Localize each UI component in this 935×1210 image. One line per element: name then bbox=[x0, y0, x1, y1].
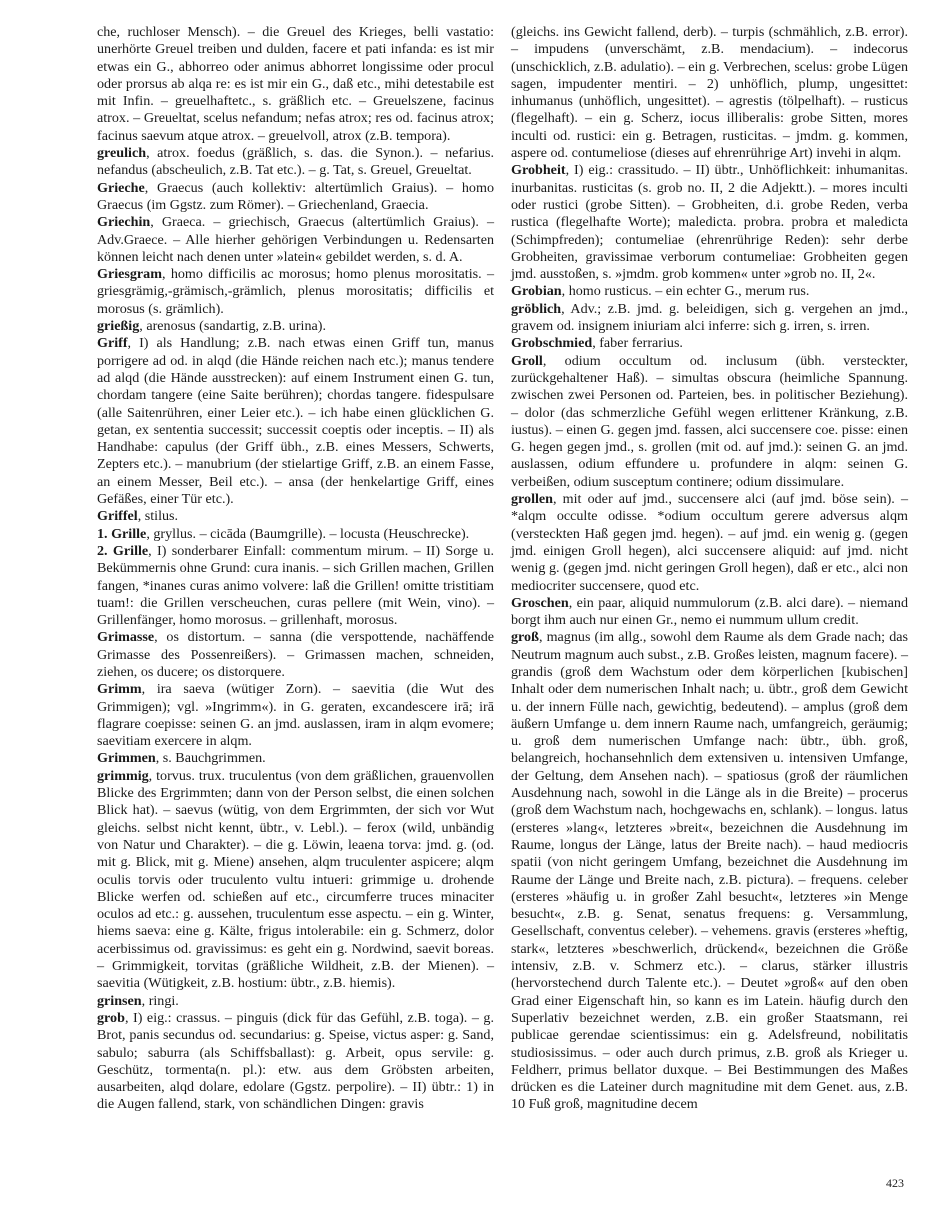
headword: Groschen bbox=[511, 594, 569, 611]
headword: 2. Grille bbox=[97, 542, 149, 559]
entry-grinsen: grinsen, ringi. bbox=[97, 992, 179, 1009]
entry-griffel: Griffel, stilus. bbox=[97, 508, 179, 525]
entry-gross: groß, magnus (im allg., sowohl dem Raume als dem Grade nach; das Neutrum magnum auch subst., z.B. Großes leisten, magnum facere). – grandis (groß dem Wachstum oder dem körperlichen [kubischen] Inhalt oder dem numerischen Inhalt nach; u. übtr., groß dem Gewicht u. der innern Fülle nach, gewichtig, bedeutend). – amplus (groß dem äußern Umfange u. dem innern Raume nach, umfangreich, geräumig; u. groß dem numerischen Umfange nach: übtr., übh. groß, belangreich, hochansehnlich dem extensiven u. intensiven Umfange, der Geltung, dem Ansehen nach). – spatiosus (groß der räumlichen Ausdehnung nach, sowohl in die Länge als in die Breite) – procerus (groß dem Wachstum nach, hochgewachs en, schlank). – longus. latus (ersteres »lang«, letzteres »breit«, bezeichnen die Ausdehnung im Raume, longus der Länge, latus der Breite nach). – haud mediocris spatii (von nicht geringem Umfang, bezeichnet die Ausdehnung im Raume der Länge und Breite nach, z.B. pictura). – frequens. celeber (ersteres »häufig u. in großer Zahl besucht«, letzteres »in Menge besucht«, z.B. g. Senat, senatus frequens: g. Versammlung, Gesellschaft, conventus celeber). – vehemens. gravis (ersteres »heftig, stark«, letzteres »beschwerlich, drückend«, bezeichnen die Größe intensiv, z.B. v. Schmerz etc.). – clarus, stärker illustris (hervorstechend durch Talente etc.). – Deutet »groß« auf den oben Grad einer Eigenschaft hin, so kann es im Latein. häufig durch den Superlativ bezeichnet werden, z.B. ein großer Staatsmann, rei publicae gerendae scientissimus: ein g. Adelsfreund, nobilitatis studiosissimus. – oder auch durch primus, z.B. groß als Krieger u. Feldherr, primus bellator duxque. – Bei Bestimmungen des Maßes drücken es die Lateiner durch magnitudine mit dem Genet. aus, z.B. 10 Fuß groß, magnitudine decem bbox=[511, 629, 908, 1113]
entry-grob-cont: (gleichs. ins Gewicht fallend, derb). – turpis (schmählich, z.B. error). – impudens (unverschämt, z.B. mendacium). – indecorus (unschicklich, z.B. adulatio). – ein g. Verbrechen, scelus: grobe Lügen sagen, impudenter mentiri. – 2) unhöflich, plump, ungesittet: inhumanus (unhöflich, ungesittet). – agrestis (tölpelhaft). – rusticus (flegelhaft). – ein g. Scherz, iocus illiberalis: grobe Sitten, mores inculti od. rustici: ein g. Betragen, rusticitas. – jmdm. g. kommen, aspere od. contumeliose (dieses auf ehrenrührige Art) invehi in alqm. bbox=[511, 24, 908, 162]
headword: Groll bbox=[511, 352, 543, 369]
headword: grießig bbox=[97, 318, 140, 335]
headword: Grimm bbox=[97, 681, 142, 698]
entry-grimmen: Grimmen, s. Bauchgrimmen. bbox=[97, 750, 266, 767]
headword: Grobian bbox=[511, 283, 562, 300]
entry-greuel-cont: che, ruchloser Mensch). – die Greuel des Krieges, belli vastatio: unerhörte Greuel treiben und dulden, facere et pati infanda: es ist mir etwas ein G., abhorreo oder animus abhorret longissime oder procul oder prorsus ab alqa re: es ist mir ein G., daß etc., mihi detestabile est mit Infin. – greuelhaftetc., s. gräßlich etc. – Greuelszene, facinus atrox. – Greueltat, scelus nefandum; nefas atrox; res od. facinus atrox; facinus saevum atque atrox. – greuelvoll, atrox (z.B. tempora). bbox=[97, 24, 494, 144]
entry-groeblich: gröblich, Adv.; z.B. jmd. g. beleidigen, sich g. vergehen an jmd., gravem od. insignem iniuriam alci inferre: sich g. irren, s. irren. bbox=[511, 300, 908, 335]
entry-groschen: Groschen, ein paar, aliquid nummulorum (z.B. alci dare). – niemand borgt ihm auch nur einen Gr., nemo ei nummum ullum credit. bbox=[511, 594, 908, 629]
headword: Griff bbox=[97, 335, 128, 352]
page-number: 423 bbox=[886, 1176, 904, 1190]
headword: grob bbox=[97, 1009, 125, 1026]
headword: Grobschmied bbox=[511, 335, 593, 352]
entry-griessig: grießig, arenosus (sandartig, z.B. urina). bbox=[97, 318, 326, 335]
right-column bbox=[511, 24, 908, 1114]
entry-grieche: Grieche, Graecus (auch kollektiv: altertümlich Graius). – homo Graecus (im Ggstz. zum Römer). – Griechenland, Graecia. bbox=[97, 179, 494, 213]
headword: grimmig bbox=[97, 767, 149, 784]
headword: Grimasse bbox=[97, 629, 155, 646]
entry-grobschmied: Grobschmied, faber ferrarius. bbox=[511, 335, 683, 352]
headword: grollen bbox=[511, 491, 554, 508]
entry-greulich: greulich, atrox. foedus (gräßlich, s. das. die Synon.). – nefarius. nefandus (abscheulich, z.B. Tat etc.). – g. Tat, s. Greuel, Greueltat. bbox=[97, 145, 494, 179]
entry-grimmig: grimmig, torvus. trux. truculentus (von dem gräßlichen, grauenvollen Blicke des Ergrimmten; dann von der Person selbst, die einen solchen Blick hat). – saevus (wütig, von dem Ergrimmten, der sich vor Wut gleichs. selbst nicht kennt, übtr., v. Lebl.). – ferox (wild, unbändig von Natur und Charakter). – die g. Löwin, leaena torva: jmd. g. (od. mit g. Blick, mit g. Miene) ansehen, alqm truculenter aspicere; alqm oculis torvis oder truculento vultu intueri: grimmige u. drohende Blicke werfen od. schießen auf etc., circumferre truces minaciter oculos ad etc.: g. aussehen, truculentum esse aspectu. – ein g. Winter, hiems saeva: eine g. Kälte, frigus intolerabile: ein g. Schmerz, dolor acerbissimus od. gravissimus: es geht ein g. Nordwind, saevit boreas. – Grimmigkeit, torvitas (gräßliche Wildheit, z.B. der Mienen). – saevitia (Wütigkeit, z.B. hostium: übtr., z.B. hiemis). bbox=[97, 767, 494, 992]
headword: grinsen bbox=[97, 992, 142, 1009]
entry-griechin: Griechin, Graeca. – griechisch, Graecus (altertümlich Graius). – Adv.Graece. – Alle hierher gehörigen Verbindungen u. Redensarten können leicht nach denen unter »latein« gebildet werden, s. d. A. bbox=[97, 214, 494, 265]
entry-grobian: Grobian, homo rusticus. – ein echter G., merum rus. bbox=[511, 283, 810, 300]
headword: Grobheit bbox=[511, 162, 566, 179]
headword: groß bbox=[511, 629, 539, 646]
entry-grille-2: 2. Grille, I) sonderbarer Einfall: commentum mirum. – II) Sorge u. Bekümmernis ohne Grund: cura inanis. – sich Grillen machen, Grillen fangen, *inanes curas animo volvere: laß die Grillen! omitte tristitiam tuam!: die Grillen verscheuchen, curas pellere (mit Wein, vino). – Grillenfänger, homo morosus. – grillenhaft, morosus. bbox=[97, 542, 494, 629]
headword: Griechin bbox=[97, 214, 151, 231]
entry-grimasse: Grimasse, os distortum. – sanna (die verspottende, nachäffende Grimasse des Possenreißers). – Grimassen machen, schneiden, ziehen, os ducere; os distorquere. bbox=[97, 629, 494, 680]
headword: Grimmen bbox=[97, 750, 156, 767]
left-column bbox=[97, 24, 494, 1114]
entry-grob: grob, I) eig.: crassus. – pinguis (dick für das Gefühl, z.B. toga). – g. Brot, panis secundus od. secundarius: g. Speise, victus asper: g. Sand, sabulo; saburra (als Schiffsballast): g. Arbeit, opus servile: g. Geschütz, tormenta(n. pl.): etw. aus dem Gröbsten arbeiten, ausarbeiten, alqd dolare, edolare (Ggstz. perpolire). – II) übtr.: 1) in die Augen fallend, stark, von schändlichen Dingen: gravis bbox=[97, 1009, 494, 1113]
headword: gröblich bbox=[511, 300, 562, 317]
headword: Grieche bbox=[97, 179, 145, 196]
entry-grimm: Grimm, ira saeva (wütiger Zorn). – saevitia (die Wut des Grimmigen); vgl. »Ingrimm«). in G. geraten, excandescere irā; irā flagrare coepisse: seinen G. an jmd. auslassen, iram in alqm evomere; saevitiam exercere in alqm. bbox=[97, 681, 494, 750]
headword: 1. Grille bbox=[97, 525, 147, 542]
headword: Griesgram bbox=[97, 266, 162, 283]
headword: greulich bbox=[97, 145, 147, 162]
headword: Griffel bbox=[97, 508, 138, 525]
entry-groll: Groll, odium occultum od. inclusum (übh. versteckter, zurückgehaltener Haß). – simultas obscura (heimliche Spannung. zwischen zwei Personen od. Parteien, bes. in politischer Beziehung). – dolor (das schmerzliche Gefühl wegen erlittener Kränkung, z.B. iustus). – einen G. gegen jmd. fassen, alci succensere coe. pisse: einen G. hegen gegen jmd., s. grollen (mit od. auf jmd.): seinen G. an jmd. auslassen, odium effundere u. profundere in alqm: seinen G. verbeißen, odium susceptum continere; odium dissimulare. bbox=[511, 352, 908, 490]
entry-griesgram: Griesgram, homo difficilis ac morosus; homo plenus morositatis. – griesgrämig,-grämisch,-grämlich, plenus morositatis; difficilis et morosus (s. grämlich). bbox=[97, 266, 494, 317]
entry-grobheit: Grobheit, I) eig.: crassitudo. – II) übtr., Unhöflichkeit: inhumanitas. inurbanitas. rusticitas (s. grob no. II, 2 die Adjektt.). – mores inculti oder rustici (grobe Sitten). – Grobheiten, d.i. grobe Reden, verba rustica (flegelhafte Worte); maledicta. probra. probra et maledicta (Schimpfreden); contumeliae (ehrenrührige Reden): sehr derbe Grobheiten, gravissimae verborum contumeliae: Grobheiten gegen jmd. ausstoßen, s. »jmdm. grob kommen« unter »grob no. II, 2«. bbox=[511, 162, 908, 283]
entry-grollen: grollen, mit oder auf jmd., succensere alci (auf jmd. böse sein). – *alqm occulte odisse. *odium occultum gerere adversus alqm (versteckten Haß gegen jmd. hegen). – auf jmd. ein wenig g. (gegen jmd. einigen Groll hegen), alci succensere aliquid: auf jmd. nicht wenig g. (gegen jmd. nicht geringen Groll hegen), daß er etc., alci non mediocriter succensere, quod etc. bbox=[511, 491, 908, 594]
entry-griff: Griff, I) als Handlung; z.B. nach etwas einen Griff tun, manus porrigere ad od. in alqd (die Hände reichen nach etc.); manus tendere ad alqd (die Hände ausstrecken): auf einem Instrument einen G. tun, chordam tangere (eine Saite berühren); chordas tangere. fidespulsare (alle Saitenrühren, einer Leier etc.). – ich habe einen glücklichen G. getan, ex sententia successit; successit coeptis oder inceptis. – II) als Handhabe: capulus (der Griff übh., z.B. eines Messers, Schwerts, Zepters etc.). – manubrium (der stielartige Griff, z.B. an einem Fasse, an einem Messer, Beil etc.). – ansa (der henkelartige Griff, eines Gefäßes, einer Tür etc.). bbox=[97, 335, 494, 508]
entry-grille-1: 1. Grille, gryllus. – cicāda (Baumgrille). – locusta (Heuschrecke). bbox=[97, 525, 470, 542]
